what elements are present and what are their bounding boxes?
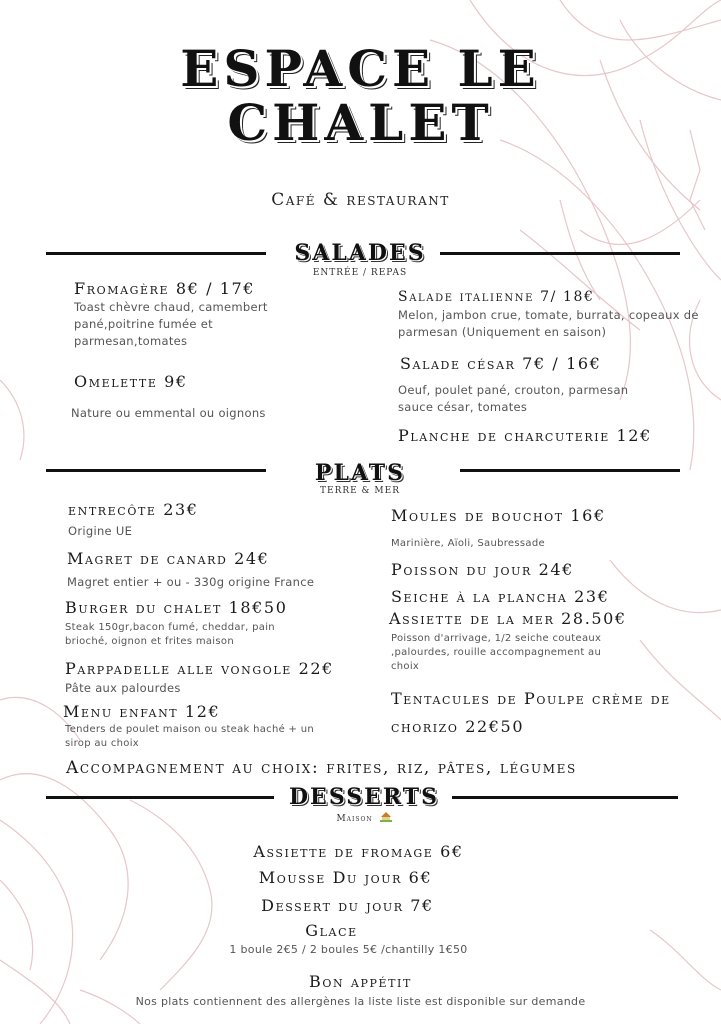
subtitle: Café & restaurant — [271, 190, 450, 210]
dish-description: Origine UE — [68, 524, 133, 538]
allergen-note: Nos plats contiennent des allergènes la liste liste est disponible sur demande — [135, 995, 586, 1008]
dish-name: Parppadelle alle vongole 22€ — [65, 659, 334, 678]
divider-left — [46, 252, 266, 255]
dish-description: Magret entier + ou - 330g origine France — [67, 575, 315, 589]
dish-name: Omelette 9€ — [74, 372, 188, 391]
dish-name: Seiche à la plancha 23€ — [391, 587, 610, 606]
section-title-desserts: DESSERTS — [288, 784, 440, 810]
dish-name: Poisson du jour 24€ — [391, 560, 574, 579]
section-title-plats: PLATS — [314, 460, 406, 486]
dish-description: Nature ou emmental ou oignons — [71, 406, 266, 420]
title-line-1: ESPACE LE — [180, 39, 541, 98]
section-subtitle-plats: TERRE & MER — [320, 486, 400, 496]
dish-name: Fromagère 8€ / 17€ — [74, 279, 256, 298]
dish-name: Magret de canard 24€ — [67, 549, 270, 568]
dish-name: Assiette de la mer 28.50€ — [389, 609, 627, 628]
dessert-item: Assiette de fromage 6€ — [253, 842, 464, 861]
divider-left — [46, 796, 274, 799]
dish-name: Tentacules de Poulpe crème de chorizo 22€50 — [391, 689, 671, 736]
house-emoji-icon — [380, 812, 392, 822]
desserts-subtitle-text: Maison — [336, 814, 373, 824]
dessert-item: Glace — [305, 921, 358, 940]
dish-description: Poisson d'arrivage, 1/2 seiche couteaux ,palourdes, rouille accompagnement au choix — [391, 633, 602, 672]
dish-name: entrecôte 23€ — [68, 500, 199, 519]
accompaniment-note: Accompagnement au choix: frites, riz, pâtes, légumes — [66, 758, 577, 778]
divider-right — [452, 796, 678, 799]
section-subtitle-desserts — [276, 812, 452, 824]
dish-description: Pâte aux palourdes — [65, 681, 181, 695]
dessert-item: Dessert du jour 7€ — [261, 896, 434, 915]
dish-name: Burger du chalet 18€50 — [65, 598, 288, 617]
dish-description: Toast chèvre chaud, camembert pané,poitrine fumée et parmesan,tomates — [74, 300, 268, 348]
section-subtitle-salades: ENTRÉE / REPAS — [312, 268, 408, 278]
title-line-2: CHALET — [227, 93, 494, 152]
dish-name: Salade italienne 7/ 18€ — [398, 289, 595, 305]
divider-right — [460, 469, 680, 472]
dish-description: Melon, jambon crue, tomate, burrata, copeaux de parmesan (Uniquement en saison) — [398, 308, 699, 339]
dish-description: Tenders de poulet maison ou steak haché + un sirop au choix — [65, 724, 314, 749]
dish-name: Moules de bouchot 16€ — [391, 506, 606, 525]
bon-appetit: Bon appétit — [309, 972, 412, 991]
glace-description: 1 boule 2€5 / 2 boules 5€ /chantilly 1€50 — [229, 943, 468, 956]
dish-description: Marinière, Aïoli, Saubressade — [391, 538, 545, 549]
dessert-item: Mousse Du jour 6€ — [258, 868, 433, 887]
dish-description: Oeuf, poulet pané, crouton, parmesan sauce césar, tomates — [398, 383, 629, 414]
dish-name: Salade césar 7€ / 16€ — [400, 354, 602, 373]
section-title-salades: SALADES — [294, 240, 426, 266]
dish-name: Planche de charcuterie 12€ — [398, 426, 652, 445]
divider-right — [440, 252, 680, 255]
divider-left — [46, 469, 266, 472]
dish-description: Steak 150gr,bacon fumé, cheddar, pain brioché, oignon et frites maison — [65, 622, 275, 647]
dish-name: Menu enfant 12€ — [63, 702, 221, 721]
